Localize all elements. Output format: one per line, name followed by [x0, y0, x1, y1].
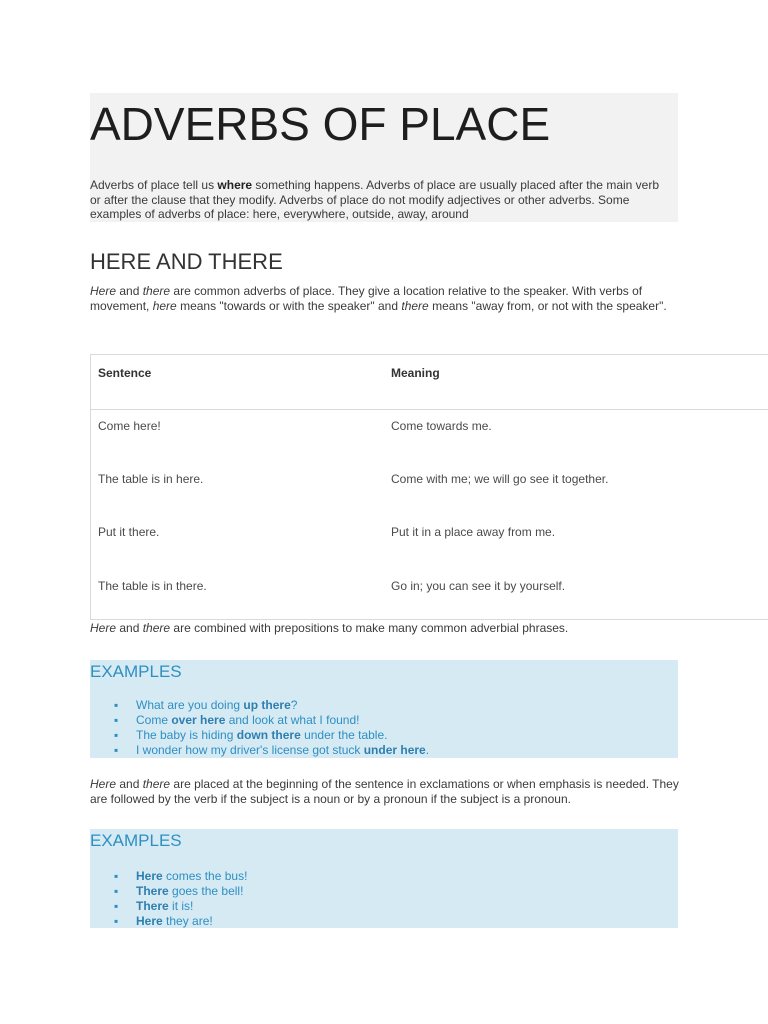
- table-cell-meaning: Come towards me.: [391, 419, 492, 433]
- intro-text-part: Adverbs of place tell us: [90, 178, 218, 192]
- paragraph-text: means "towards or with the speaker" and: [176, 299, 402, 313]
- paragraph-text: are combined with prepositions to make many common adverbial phrases.: [170, 621, 569, 635]
- example-text: ?: [290, 698, 298, 712]
- list-item: [114, 743, 429, 758]
- list-item: [114, 914, 247, 929]
- example-text: they are!: [162, 914, 213, 928]
- paragraph-exclamations: [90, 777, 680, 807]
- sentence-meaning-table: [90, 354, 768, 620]
- example-text: and look at what I found!: [225, 713, 360, 727]
- bullet-icon: ▪: [114, 728, 119, 742]
- examples-list: [114, 698, 429, 758]
- example-emphasis: under here: [363, 743, 426, 757]
- table-header-meaning: Meaning: [391, 366, 440, 380]
- term-here: Here: [90, 284, 117, 298]
- examples-title: EXAMPLES: [90, 662, 182, 681]
- example-emphasis: Here: [136, 914, 163, 928]
- bullet-icon: ▪: [114, 698, 119, 712]
- example-text: What are you doing: [136, 698, 244, 712]
- example-text: Come: [136, 713, 172, 727]
- examples-list: [114, 869, 247, 929]
- table-header-sentence: Sentence: [98, 366, 152, 380]
- example-emphasis: over here: [171, 713, 226, 727]
- intro-text-part: something happens. Adverbs of place are usually placed after the main verb or after the clause that they modify. Adverbs of place do not modify adjectives or other adverbs. Some examples of adverbs of place: here, everywhere, outside, away, around: [90, 178, 660, 221]
- example-text: .: [425, 743, 430, 757]
- table-header-row: [91, 355, 768, 410]
- paragraph-text: are placed at the beginning of the sentence in exclamations or when emphasis is needed. They are followed by the verb if the subject is a noun or by a pronoun if the subject is a pronoun.: [90, 777, 679, 806]
- example-text: under the table.: [300, 728, 388, 742]
- examples-box-2: [90, 829, 678, 928]
- paragraph-text: and: [116, 777, 143, 791]
- example-text: The baby is hiding: [136, 728, 237, 742]
- paragraph-text: and: [116, 284, 143, 298]
- list-item: [114, 899, 247, 914]
- term-there: there: [142, 777, 171, 791]
- term-here: Here: [90, 621, 117, 635]
- example-text: comes the bus!: [162, 869, 248, 883]
- example-emphasis: There: [136, 899, 169, 913]
- intro-box: [90, 93, 678, 222]
- list-item: [114, 869, 247, 884]
- bullet-icon: ▪: [114, 713, 119, 727]
- intro-keyword: where: [217, 178, 253, 192]
- list-item: [114, 713, 429, 728]
- example-text: it is!: [168, 899, 194, 913]
- paragraph-prepositions: [90, 621, 680, 636]
- section-heading: HERE AND THERE: [90, 249, 283, 274]
- term-there: there: [142, 621, 171, 635]
- list-item: [114, 884, 247, 899]
- table-cell-meaning: Put it in a place away from me.: [391, 525, 556, 539]
- term-there: there: [401, 299, 429, 313]
- term-here: here: [152, 299, 177, 313]
- bullet-icon: ▪: [114, 914, 119, 928]
- paragraph-text: and: [116, 621, 143, 635]
- paragraph-text: are common adverbs of place. They give a location relative to the speaker. With verbs of movement,: [90, 284, 643, 313]
- paragraph-text: means "away from, or not with the speaker".: [428, 299, 667, 313]
- term-here: Here: [90, 777, 117, 791]
- table-cell-meaning: Go in; you can see it by yourself.: [391, 579, 566, 593]
- intro-text: [90, 178, 670, 222]
- bullet-icon: ▪: [114, 743, 119, 757]
- paragraph-here-there-intro: [90, 284, 680, 314]
- table-cell-sentence: Come here!: [98, 419, 161, 433]
- example-emphasis: Here: [136, 869, 163, 883]
- table-cell-sentence: Put it there.: [98, 525, 160, 539]
- example-text: I wonder how my driver's license got stuck: [136, 743, 364, 757]
- list-item: [114, 728, 429, 743]
- example-text: goes the bell!: [168, 884, 244, 898]
- list-item: [114, 698, 429, 713]
- bullet-icon: ▪: [114, 884, 119, 898]
- page-title: ADVERBS OF PLACE: [90, 98, 551, 150]
- bullet-icon: ▪: [114, 899, 119, 913]
- term-there: there: [142, 284, 171, 298]
- bullet-icon: ▪: [114, 869, 119, 883]
- examples-title: EXAMPLES: [90, 831, 182, 850]
- table-cell-sentence: The table is in there.: [98, 579, 207, 593]
- example-emphasis: down there: [236, 728, 301, 742]
- example-emphasis: up there: [243, 698, 291, 712]
- example-emphasis: There: [136, 884, 169, 898]
- table-cell-meaning: Come with me; we will go see it together.: [391, 472, 609, 486]
- table-cell-sentence: The table is in here.: [98, 472, 204, 486]
- examples-box-1: [90, 660, 678, 758]
